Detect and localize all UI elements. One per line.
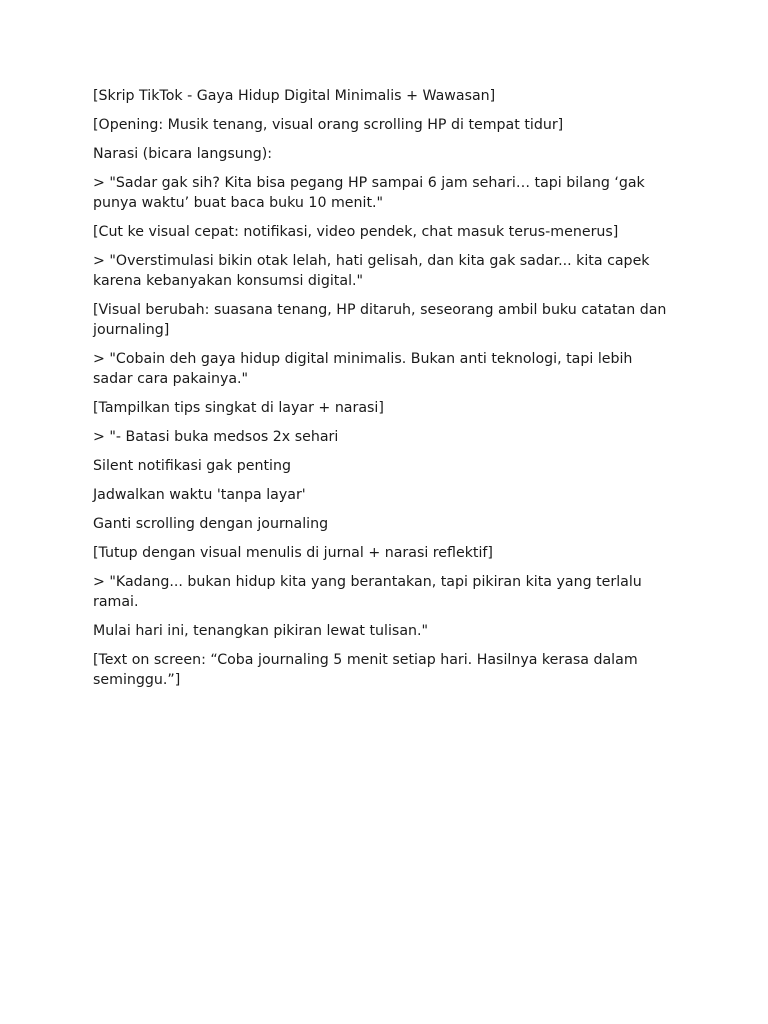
tip-line: Ganti scrolling dengan journaling bbox=[93, 516, 329, 532]
text-on-screen: [Text on screen: “Coba journaling 5 menit setiap hari. Hasilnya kerasa dalam seminggu.”] bbox=[93, 652, 638, 688]
document-page bbox=[93, 86, 673, 699]
scene-direction-cut: [Cut ke visual cepat: notifikasi, video pendek, chat masuk terus-menerus] bbox=[93, 224, 619, 240]
scene-direction-opening: [Opening: Musik tenang, visual orang scrolling HP di tempat tidur] bbox=[93, 117, 564, 133]
narration-label: Narasi (bicara langsung): bbox=[93, 146, 273, 162]
tip-line: Silent notifikasi gak penting bbox=[93, 458, 291, 474]
script-title: [Skrip TikTok - Gaya Hidup Digital Minimalis + Wawasan] bbox=[93, 88, 496, 104]
narration-quote: > "Kadang... bukan hidup kita yang berantakan, tapi pikiran kita yang terlalu ramai. bbox=[93, 574, 642, 610]
narration-quote: > "Sadar gak sih? Kita bisa pegang HP sampai 6 jam sehari… tapi bilang ‘gak punya waktu’ buat baca buku 10 menit." bbox=[93, 175, 645, 211]
tip-line: > "- Batasi buka medsos 2x sehari bbox=[93, 429, 339, 445]
narration-line: Mulai hari ini, tenangkan pikiran lewat tulisan." bbox=[93, 623, 429, 639]
narration-quote: > "Cobain deh gaya hidup digital minimalis. Bukan anti teknologi, tapi lebih sadar cara pakainya." bbox=[93, 351, 633, 387]
scene-direction-visual-change: [Visual berubah: suasana tenang, HP ditaruh, seseorang ambil buku catatan dan journaling] bbox=[93, 302, 667, 338]
narration-quote: > "Overstimulasi bikin otak lelah, hati gelisah, dan kita gak sadar... kita capek karena kebanyakan konsumsi digital." bbox=[93, 253, 650, 289]
tip-line: Jadwalkan waktu 'tanpa layar' bbox=[93, 487, 306, 503]
scene-direction-closing: [Tutup dengan visual menulis di jurnal + narasi reflektif] bbox=[93, 545, 493, 561]
scene-direction-tips: [Tampilkan tips singkat di layar + narasi] bbox=[93, 400, 384, 416]
